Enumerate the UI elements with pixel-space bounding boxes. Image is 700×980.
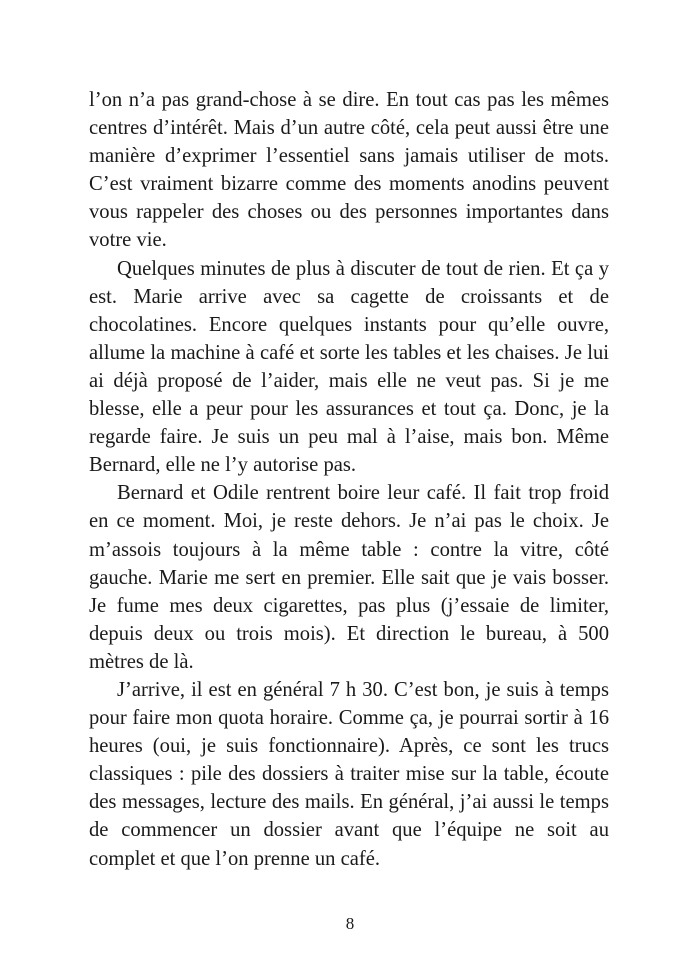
paragraph: Bernard et Odile rentrent boire leur café. Il fait trop froid en ce moment. Moi, je reste dehors. Je n’ai pas le choix. Je m’assois toujours à la même table : contre la vitre, côté gauche. Marie me sert en premier. Elle sait que je vais bosser. Je fume mes deux cigarettes, pas plus (j’essaie de limiter, depuis deux ou trois mois). Et direction le bureau, à 500 mètres de là.	[89, 482, 609, 673]
paragraph: J’arrive, il est en général 7 h 30. C’est bon, je suis à temps pour faire mon quota horaire. Comme ça, je pourrai sortir à 16 heures (oui, je suis fonctionnaire). Après, ce sont les trucs classiques : pile des dossiers à traiter mise sur la table, écoute des messages, lecture des mails. En général, j’ai aussi le temps de commencer un dossier avant que l’équipe ne soit au complet et que l’on prenne un café.	[89, 678, 609, 870]
page-number: 8	[345, 914, 355, 933]
paragraph: Quelques minutes de plus à discuter de tout de rien. Et ça y est. Marie arrive avec sa cagette de croissants et de chocolatines. Encore quelques instants pour qu’elle ouvre, allume la machine à café et sorte les tables et les chaises. Je lui ai déjà proposé de l’aider, mais elle ne veut pas. Si je me blesse, elle a peur pour les assurances et tout ça. Donc, je la regarde faire. Je suis un peu mal à l’aise, mais bon. Même Bernard, elle ne l’y autorise pas.	[89, 257, 609, 477]
body-text	[89, 86, 609, 873]
paragraph-continued: l’on n’a pas grand-chose à se dire. En tout cas pas les mêmes centres d’intérêt. Mais d’un autre côté, cela peut aussi être une manière d’exprimer l’essentiel sans jamais utiliser de mots. C’est vraiment bizarre comme des moments anodins peuvent vous rappeler des choses ou des personnes importantes dans votre vie.	[89, 89, 609, 252]
